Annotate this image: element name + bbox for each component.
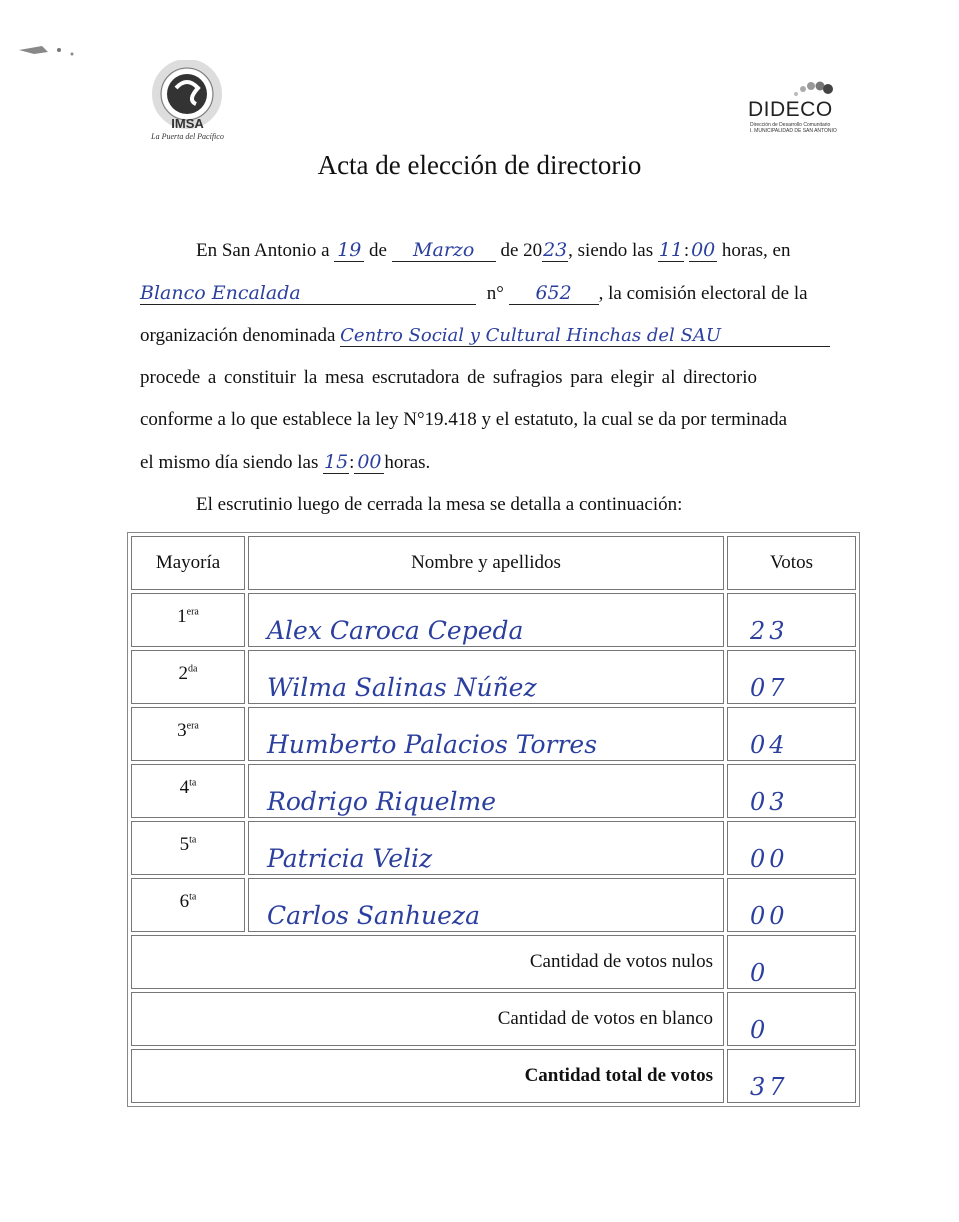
dideco-sub1: Dirección de Desarrollo Comunitario [750, 122, 831, 128]
hour-field[interactable]: 11 [658, 239, 683, 261]
dideco-sub2: I. MUNICIPALIDAD DE SAN ANTONIO [750, 128, 837, 134]
candidate-name-cell[interactable]: Patricia Veliz [248, 821, 724, 875]
blank-votes-row [131, 992, 856, 1046]
paragraph-line-5: conforme a lo que establece la ley N°19.418 y el estatuto, la cual se da por terminada [140, 409, 788, 430]
number-field[interactable]: 652 [509, 283, 599, 305]
end-time-colon: : [349, 452, 355, 473]
table-row [131, 878, 856, 932]
text-comision: , la comisión electoral de la [598, 283, 808, 304]
results-table [127, 532, 860, 1107]
table-row [131, 650, 856, 704]
dideco-logo [748, 78, 848, 138]
org-name-field[interactable]: Centro Social y Cultural Hinchas del SAU [340, 326, 830, 347]
scan-mark [14, 30, 84, 60]
votes-cell[interactable]: 07 [727, 650, 856, 704]
paragraph-line-6 [140, 452, 850, 474]
blank-votes-cell[interactable]: 0 [727, 992, 856, 1046]
text-de: de [369, 240, 387, 261]
table-row [131, 593, 856, 647]
rank-cell: $5^{ta}$ [131, 821, 245, 875]
text-horas: horas. [384, 452, 431, 473]
total-votes-label: Cantidad total de votos [131, 1049, 724, 1103]
null-votes-label: Cantidad de votos nulos [131, 935, 724, 989]
place-field[interactable]: Blanco Encalada [140, 283, 476, 305]
paragraph-line-4: procede a constituir la mesa escrutadora de sufragios para elegir al directorio [140, 367, 757, 388]
text-de-20: de 20 [500, 240, 543, 261]
text-siendo-las: , siendo las [568, 240, 654, 261]
table-header-row [131, 536, 856, 590]
day-field[interactable]: 19 [334, 240, 364, 262]
votes-cell[interactable]: 03 [727, 764, 856, 818]
minute-field[interactable]: 00 [691, 239, 716, 261]
candidate-name-cell[interactable]: Wilma Salinas Núñez [248, 650, 724, 704]
candidate-name-cell[interactable]: Alex Caroca Cepeda [248, 593, 724, 647]
dideco-name: DIDECO [748, 98, 833, 121]
paragraph-line-2 [140, 283, 850, 305]
year-field[interactable]: 23 [543, 239, 568, 261]
null-votes-cell[interactable]: 0 [727, 935, 856, 989]
month-field[interactable]: Marzo [392, 240, 496, 262]
text-san-antonio: En San Antonio a [196, 240, 330, 261]
candidate-name-cell[interactable]: Rodrigo Riquelme [248, 764, 724, 818]
votes-cell[interactable]: 04 [727, 707, 856, 761]
rank-cell: $3^{era}$ [131, 707, 245, 761]
total-votes-cell[interactable]: 37 [727, 1049, 856, 1103]
text-mismo-dia: el mismo día siendo las [140, 452, 319, 473]
text-org-label: organización denominada [140, 325, 336, 346]
votes-cell[interactable]: 00 [727, 878, 856, 932]
rank-cell: $6^{ta}$ [131, 878, 245, 932]
imsa-logo [140, 60, 235, 145]
imsa-tagline: La Puerta del Pacífico [151, 132, 224, 141]
end-minute-field[interactable]: 00 [354, 452, 384, 474]
table-row [131, 764, 856, 818]
end-hour-field[interactable]: 15 [324, 451, 349, 473]
header-rank: Mayoría [131, 536, 245, 590]
rank-cell: $2^{da}$ [131, 650, 245, 704]
text-horas-en: horas, en [721, 240, 791, 261]
votes-cell[interactable]: 23 [727, 593, 856, 647]
paragraph-line-7: El escrutinio luego de cerrada la mesa se detalla a continuación: [196, 494, 683, 515]
header-votes: Votos [727, 536, 856, 590]
paragraph-line-1 [196, 240, 856, 262]
text-number-label: n° [486, 283, 504, 304]
candidate-name-cell[interactable]: Humberto Palacios Torres [248, 707, 724, 761]
total-votes-row [131, 1049, 856, 1103]
blank-votes-label: Cantidad de votos en blanco [131, 992, 724, 1046]
time-colon: : [683, 240, 690, 261]
rank-cell: $4^{ta}$ [131, 764, 245, 818]
null-votes-row [131, 935, 856, 989]
table-row [131, 821, 856, 875]
table-row [131, 707, 856, 761]
votes-cell[interactable]: 00 [727, 821, 856, 875]
candidate-name-cell[interactable]: Carlos Sanhueza [248, 878, 724, 932]
paragraph-line-3 [140, 325, 850, 347]
document-title: Acta de elección de directorio [317, 150, 642, 180]
header-name: Nombre y apellidos [248, 536, 724, 590]
imsa-name: IMSA [171, 116, 204, 131]
rank-cell: $1^{era}$ [131, 593, 245, 647]
